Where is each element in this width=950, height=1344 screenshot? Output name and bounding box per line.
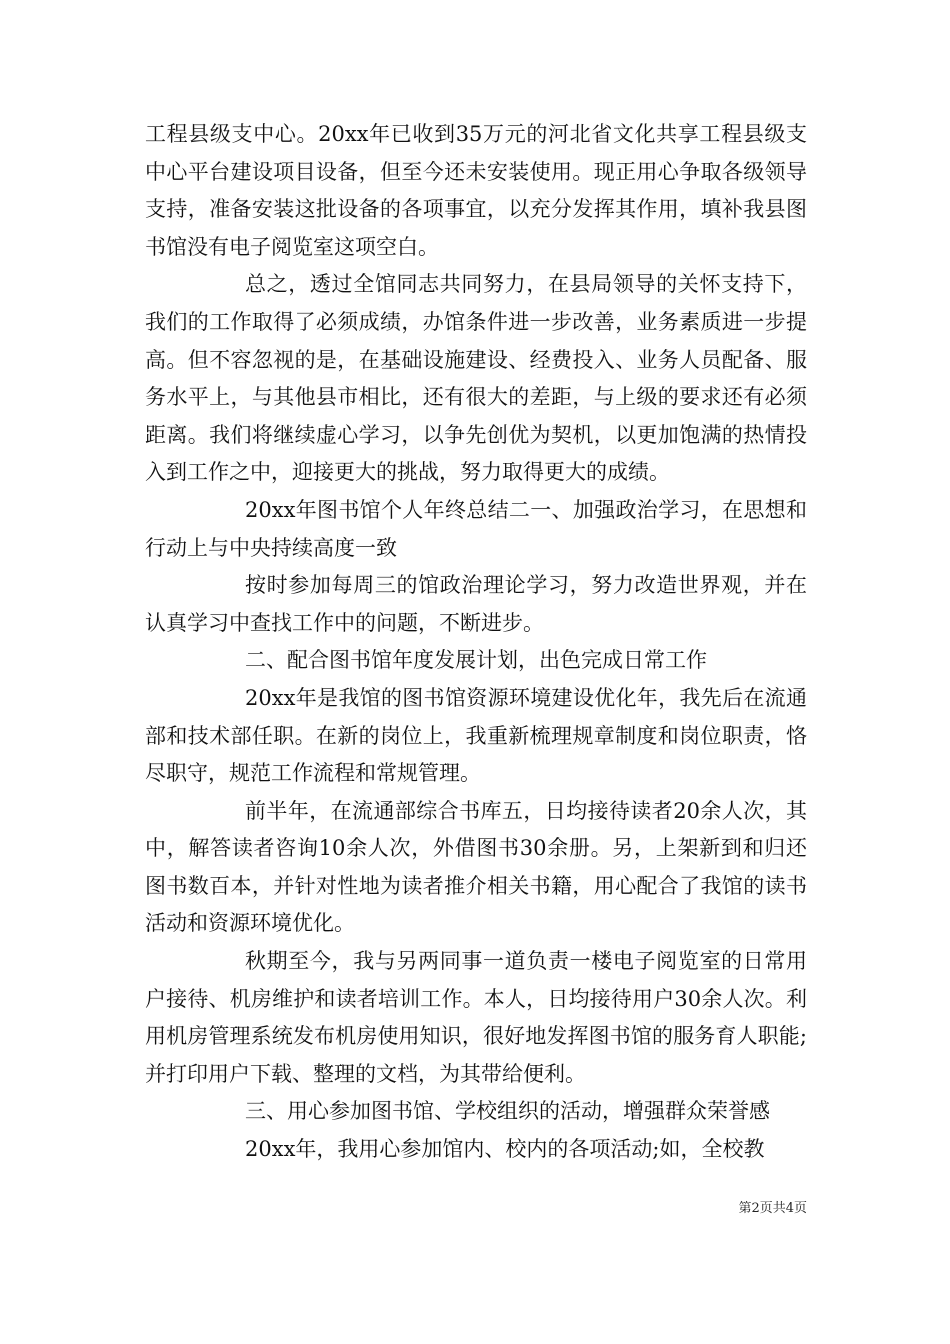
- paragraph-section-title: 20xx年图书馆个人年终总结二一、加强政治学习，在思想和行动上与中央持续高度一致: [145, 497, 807, 560]
- paragraph-year-overview: 20xx年是我馆的图书馆资源环境建设优化年，我先后在流通部和技术部任职。在新的岗位上，我重新梳理规章制度和岗位职责，恪尽职守，规范工作流程和常规管理。: [145, 685, 807, 786]
- paragraph-activities: 20xx年，我用心参加馆内、校内的各项活动;如，全校教: [245, 1137, 765, 1162]
- paragraph-autumn: 秋期至今，我与另两同事一道负责一楼电子阅览室的日常用户接待、机房维护和读者培训工作。本人，日均接待用户30余人次。利用机房管理系统发布机房使用知识，很好地发挥图书馆的服务育人职能;并打印用户下载、整理的文档，为其带给便利。: [145, 949, 807, 1086]
- paragraph-continuation: 工程县级支中心。20xx年已收到35万元的河北省文化共享工程县级支中心平台建设项目设备，但至今还未安装使用。现正用心争取各级领导支持，准备安装这批设备的各项事宜，以充分发挥其作用，填补我县图书馆没有电子阅览室这项空白。: [145, 122, 807, 259]
- paragraph-summary: 总之，透过全馆同志共同努力，在县局领导的关怀支持下，我们的工作取得了必须成绩，办馆条件进一步改善，业务素质进一步提高。但不容忽视的是，在基础设施建设、经费投入、业务人员配备、服务水平上，与其他县市相比，还有很大的差距，与上级的要求还有必须距离。我们将继续虚心学习，以争先创优为契机，以更加饱满的热情投入到工作之中，迎接更大的挑战，努力取得更大的成绩。: [145, 272, 807, 485]
- paragraph-heading-two: 二、配合图书馆年度发展计划，出色完成日常工作: [245, 648, 707, 673]
- paragraph-first-half: 前半年，在流通部综合书库五，日均接待读者20余人次，其中，解答读者咨询10余人次，外借图书30余册。另，上架新到和归还图书数百本，并针对性地为读者推介相关书籍，用心配合了我馆的读书活动和资源环境优化。: [145, 798, 807, 936]
- document-body: [145, 116, 807, 1169]
- paragraph-heading-three: 三、用心参加图书馆、学校组织的活动，增强群众荣誉感: [245, 1099, 770, 1124]
- paragraph-political-study: 按时参加每周三的馆政治理论学习，努力改造世界观，并在认真学习中查找工作中的问题，不断进步。: [145, 573, 807, 635]
- page-number: 第2页共4页: [738, 1201, 807, 1216]
